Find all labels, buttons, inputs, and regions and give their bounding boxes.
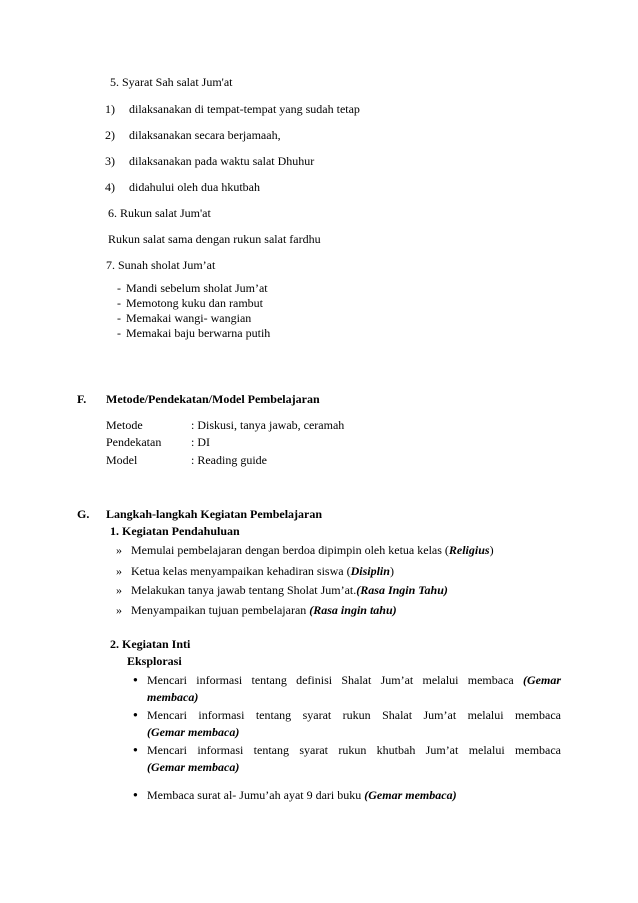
character-value: (Gemar membaca): [364, 788, 457, 802]
section-7-title: 7. Sunah sholat Jum’at: [106, 258, 216, 272]
list-number: 4): [105, 180, 115, 194]
chevron-bullet-icon: »: [116, 564, 122, 578]
list-number: 3): [105, 154, 115, 168]
list-item: Memakai wangi- wangian: [126, 311, 252, 325]
list-item-line: Mencari informasi tentang syarat rukun khutbah Jum’at melalui membaca: [147, 743, 561, 757]
item-suffix: ): [489, 543, 494, 557]
character-value: Religius: [448, 543, 490, 557]
dash-marker: -: [117, 326, 121, 340]
list-item: dilaksanakan secara berjamaah,: [129, 128, 281, 142]
section-6-title: 6. Rukun salat Jum'at: [108, 206, 211, 220]
approach-label: Pendekatan: [106, 435, 162, 449]
dash-marker: -: [117, 296, 121, 310]
list-item: [131, 543, 494, 557]
sub-2-subtitle: Eksplorasi: [127, 654, 182, 668]
list-item-line: (Gemar membaca): [147, 760, 240, 774]
character-value: (Rasa ingin tahu): [309, 603, 397, 617]
section-g-title: Langkah-langkah Kegiatan Pembelajaran: [106, 507, 323, 521]
item-suffix: ): [389, 564, 394, 578]
dash-marker: -: [117, 311, 121, 325]
section-5-title: 5. Syarat Sah salat Jum'at: [110, 75, 233, 89]
list-item-line: Mencari informasi tentang definisi Shalat Jum’at melalui membaca (Gemar: [147, 673, 561, 687]
approach-value: : DI: [191, 435, 210, 449]
list-item: [131, 603, 397, 617]
list-item: dilaksanakan di tempat-tempat yang sudah tetap: [129, 102, 360, 116]
list-number: 2): [105, 128, 115, 142]
model-label: Model: [106, 453, 138, 467]
bullet-dot-icon: ●: [133, 745, 138, 754]
model-value: : Reading guide: [191, 453, 267, 467]
chevron-bullet-icon: »: [116, 543, 122, 557]
chevron-bullet-icon: »: [116, 583, 122, 597]
list-item: [147, 788, 457, 802]
section-f-title: Metode/Pendekatan/Model Pembelajaran: [106, 392, 320, 406]
list-item: Mandi sebelum sholat Jum’at: [126, 281, 268, 295]
item-text: Memulai pembelajaran dengan berdoa dipimpin oleh ketua kelas (: [131, 543, 449, 557]
section-f-letter: F.: [77, 392, 87, 406]
method-value: : Diskusi, tanya jawab, ceramah: [191, 418, 345, 432]
item-text: Menyampaikan tujuan pembelajaran: [131, 603, 310, 617]
bullet-dot-icon: ●: [133, 790, 138, 799]
list-item-line: membaca): [147, 690, 199, 704]
list-item: dilaksanakan pada waktu salat Dhuhur: [129, 154, 315, 168]
item-text: Melakukan tanya jawab tentang Sholat Jum’at.: [131, 583, 357, 597]
sub-1-title: 1. Kegiatan Pendahuluan: [110, 524, 240, 538]
list-item-line: (Gemar membaca): [147, 725, 240, 739]
list-item: [131, 583, 448, 597]
list-item-line: Mencari informasi tentang syarat rukun Shalat Jum’at melalui membaca: [147, 708, 561, 722]
sub-2-title: 2. Kegiatan Inti: [110, 637, 191, 651]
list-item: didahului oleh dua hkutbah: [129, 180, 260, 194]
bullet-dot-icon: ●: [133, 675, 138, 684]
list-item: Memakai baju berwarna putih: [126, 326, 271, 340]
list-item: Memotong kuku dan rambut: [126, 296, 263, 310]
dash-marker: -: [117, 281, 121, 295]
item-text: Membaca surat al- Jumu’ah ayat 9 dari buku: [147, 788, 365, 802]
list-item: [131, 564, 394, 578]
bullet-dot-icon: ●: [133, 710, 138, 719]
method-label: Metode: [106, 418, 143, 432]
character-value: (Rasa Ingin Tahu): [356, 583, 448, 597]
list-number: 1): [105, 102, 115, 116]
character-value: Disiplin: [350, 564, 390, 578]
chevron-bullet-icon: »: [116, 603, 122, 617]
section-6-text: Rukun salat sama dengan rukun salat fardhu: [108, 232, 321, 246]
item-text: Ketua kelas menyampaikan kehadiran siswa (: [131, 564, 351, 578]
section-g-letter: G.: [77, 507, 90, 521]
